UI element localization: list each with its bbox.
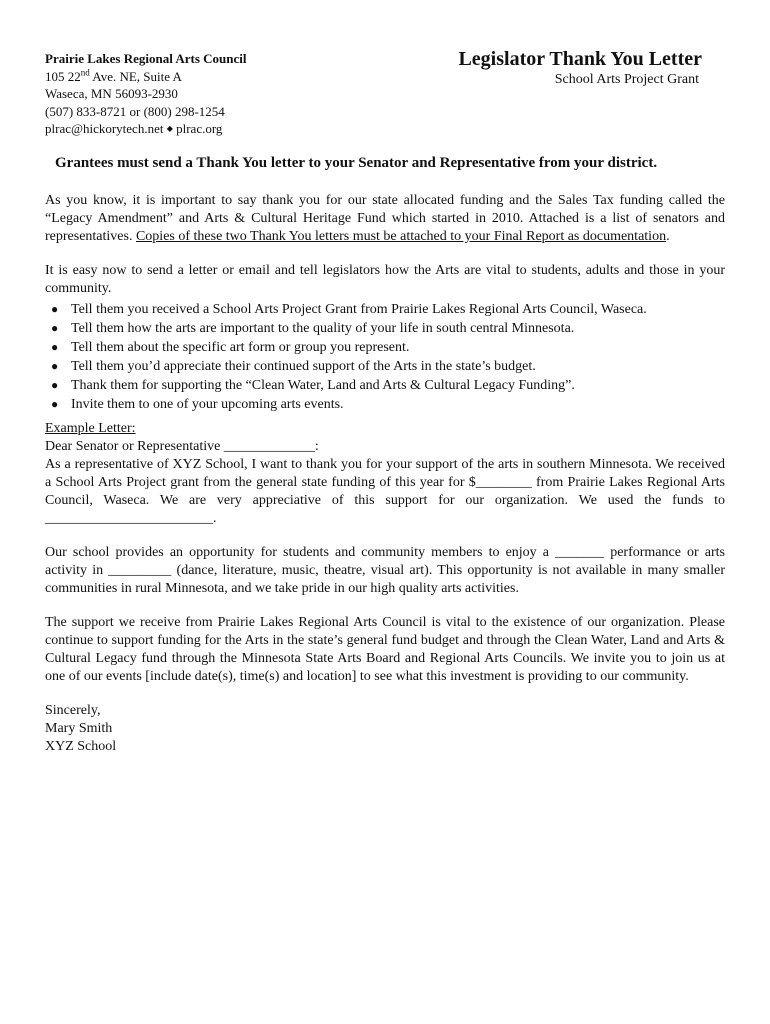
final-report-note: Copies of these two Thank You letters must be attached to your Final Report as documentation — [135, 229, 667, 244]
address-ordinal: nd — [80, 67, 90, 78]
list-item-text: Tell them about the specific art form or group you represent. — [71, 340, 410, 355]
list-item — [51, 300, 725, 319]
spacer — [45, 528, 725, 544]
document-title-block — [458, 47, 702, 89]
example-paragraph-1: As a representative of XYZ School, I want to thank you for your support of the arts in southern Minnesota. We received a School Arts Project grant from the general state funding of this year for $________ from Prairie Lakes Regional Arts Council, Waseca. We are very appreciative of this support for our organization. We used the funds to ________________________. — [45, 457, 725, 526]
list-item — [51, 357, 725, 376]
diamond-separator-icon: ◆ — [166, 124, 173, 133]
intro-text: As you know, it is important to say thank you for our state allocated funding and the Sales Tax funding called the “Legacy Amendment” and Arts & Cultural Heritage Fund which started in 2010. Attached is a list of senators and representatives. — [45, 193, 725, 244]
list-item — [51, 319, 725, 338]
closing: Sincerely, — [45, 703, 101, 718]
signer-name: Mary Smith — [45, 721, 113, 736]
website-link[interactable]: plrac.org — [176, 121, 223, 136]
bullet-icon: ● — [51, 359, 59, 373]
spacer — [45, 686, 725, 702]
document-body — [45, 192, 725, 756]
example-paragraph-2: Our school provides an opportunity for students and community members to enjoy a _______ performance or arts activity in _________ (dance, literature, music, theatre, visual art). This opportunity is not available in many smaller communities in rural Minnesota, and we take pride in our high quality arts activities. — [45, 545, 725, 596]
document-title: Legislator Thank You Letter — [458, 48, 702, 70]
bullet-icon: ● — [51, 302, 59, 316]
list-item-text: Thank them for supporting the “Clean Water, Land and Arts & Cultural Legacy Funding”. — [71, 378, 575, 393]
address-number: 105 22 — [45, 68, 81, 84]
bullet-icon: ● — [51, 321, 59, 335]
intro-paragraph — [45, 192, 725, 246]
example-paragraph-3: The support we receive from Prairie Lakes Regional Arts Council is vital to the existence of our organization. Please continue to support funding for the Arts in the state’s general fund budget and through the Clean Water, Land and Arts & Cultural Legacy fund through the Minnesota State Arts Board and Regional Arts Councils. We invite you to join us at one of our events [include date(s), time(s) and location] to see what this investment is providing to our community. — [45, 615, 725, 684]
org-contact-block — [45, 50, 247, 138]
bullet-icon: ● — [51, 340, 59, 354]
list-item-text: Tell them you received a School Arts Project Grant from Prairie Lakes Regional Arts Council, Waseca. — [71, 302, 647, 317]
address-line2: Waseca, MN 56093-2930 — [45, 86, 178, 101]
list-item — [51, 338, 725, 357]
document-subtitle: School Arts Project Grant — [554, 72, 699, 87]
tips-list — [45, 300, 725, 414]
easy-intro-paragraph: It is easy now to send a letter or email and tell legislators how the Arts are vital to students, adults and those in your community. — [45, 263, 725, 296]
org-name: Prairie Lakes Regional Arts Council — [45, 51, 247, 66]
email-link[interactable]: plrac@hickorytech.net — [45, 121, 164, 136]
headline: Grantees must send a Thank You letter to your Senator and Representative from your district. — [55, 155, 658, 171]
address-street: Ave. NE, Suite A — [89, 68, 182, 84]
example-letter-label: Example Letter: — [45, 421, 136, 436]
spacer — [45, 598, 725, 614]
letterhead — [45, 0, 725, 150]
list-item-text: Invite them to one of your upcoming arts events. — [71, 397, 344, 412]
list-item-text: Tell them how the arts are important to the quality of your life in south central Minnesota. — [71, 321, 575, 336]
bullet-icon: ● — [51, 397, 59, 411]
list-item — [51, 395, 725, 414]
web-line — [45, 120, 247, 138]
spacer — [45, 246, 725, 262]
document-page — [45, 0, 725, 754]
phone-line: (507) 833-8721 or (800) 298-1254 — [45, 103, 225, 119]
address-line1 — [45, 68, 247, 86]
list-item-text: Tell them you’d appreciate their continued support of the Arts in the state’s budget. — [71, 359, 536, 374]
signer-org: XYZ School — [45, 739, 117, 754]
example-salutation: Dear Senator or Representative _____________: — [45, 439, 319, 454]
list-item — [51, 376, 725, 395]
bullet-icon: ● — [51, 378, 59, 392]
intro-end: . — [666, 229, 670, 244]
